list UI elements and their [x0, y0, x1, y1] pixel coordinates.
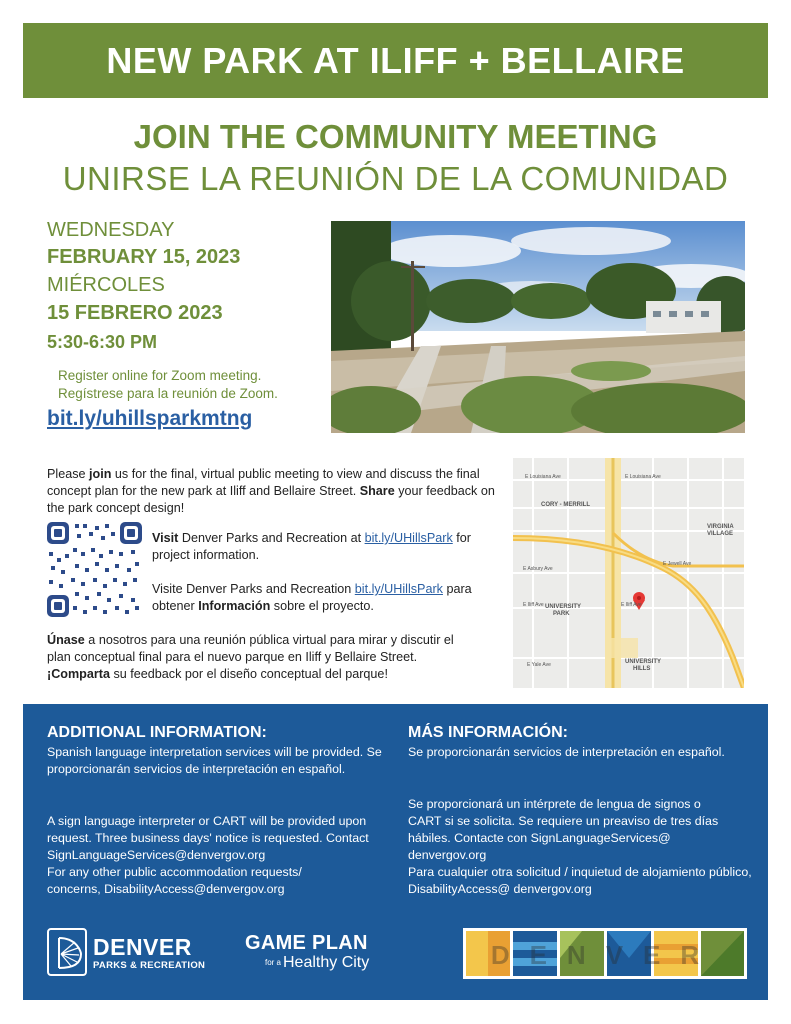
day-en: WEDNESDAY	[47, 219, 175, 241]
additional-info-section	[23, 704, 768, 1000]
info-en-p1: Spanish language interpretation services will be provided. Se proporcionarán servicios de interpretación en español.	[47, 745, 382, 776]
game-plan-logo	[245, 932, 395, 978]
banner-title: NEW PARK AT ILIFF + BELLAIRE	[106, 39, 685, 81]
svg-text:DENVER: DENVER	[490, 940, 720, 970]
info-es-p3: Para cualquier otra solicitud / inquietud de alojamiento público, DisabilityAccess@ denvergov.org	[408, 865, 752, 896]
map-label-virginia-village: VIRGINIA	[707, 524, 734, 530]
date-es: 15 FEBRERO 2023	[47, 302, 223, 324]
date-en: FEBRUARY 15, 2023	[47, 246, 241, 268]
title-banner	[23, 23, 768, 98]
svg-text:VILLAGE: VILLAGE	[707, 531, 734, 537]
game-plan-for: for a	[265, 958, 282, 967]
visit-en: Visit Denver Parks and Recreation at bit.ly/UHillsPark for project information.	[152, 531, 471, 562]
healthy-city-text: Healthy City	[283, 954, 370, 971]
info-en-p3: For any other public accommodation requests/ concerns, DisabilityAccess@denvergov.org	[47, 865, 302, 896]
register-en: Register online for Zoom meeting.	[58, 368, 262, 383]
svg-text:PARK: PARK	[553, 611, 570, 617]
qr-code[interactable]	[47, 522, 142, 617]
svg-text:E Iliff Ave: E Iliff Ave	[621, 602, 642, 608]
svg-text:E Asbury Ave: E Asbury Ave	[523, 566, 553, 572]
denver-parks-icon	[47, 928, 87, 976]
denver-art-logo	[463, 928, 747, 979]
game-plan-text: GAME PLAN	[245, 932, 368, 954]
svg-text:E Yale Ave: E Yale Ave	[527, 662, 551, 668]
visit-es: Visite Denver Parks and Recreation bit.ly/UHillsPark para obtener Información sobre el proyecto.	[152, 582, 472, 613]
denver-parks-logo	[47, 928, 227, 978]
info-es-p1: Se proporcionarán servicios de interpretación en español.	[408, 745, 725, 759]
svg-text:E Louisiana Ave: E Louisiana Ave	[625, 474, 661, 480]
meeting-time: 5:30-6:30 PM	[47, 332, 158, 352]
park-site-photo	[331, 221, 745, 433]
parks-rec-text: PARKS & RECREATION	[93, 960, 206, 971]
info-es-p2: Se proporcionará un intérprete de lengua de signos o CART si se solicita. Se requiere un preaviso de tres días hábiles. Contacte con SignLanguageServices@ denvergov.org	[408, 797, 719, 862]
info-en-p2: A sign language interpreter or CART will be provided upon request. Three business days' notice is requested. Contact SignLanguageServices@denvergov.org	[47, 814, 369, 862]
map-label-university-hills: UNIVERSITY	[625, 659, 662, 665]
intro-en: Please join us for the final, virtual public meeting to view and discuss the final concept plan for the new park at Iliff and Bellaire Street. Share your feedback on the park concept design!	[47, 467, 495, 515]
info-title-es: MÁS INFORMACIÓN:	[408, 724, 568, 741]
map-label-university-park: UNIVERSITY	[545, 604, 582, 610]
svg-text:E Louisiana Ave: E Louisiana Ave	[525, 474, 561, 480]
intro-es: Únase a nosotros para una reunión pública virtual para mirar y discutir el plan conceptual final para el nuevo parque en Iliff y Bellaire Street. ¡Comparta su feedback por el diseño conceptual del parque!	[47, 633, 454, 681]
denver-logo-text: DENVER	[93, 934, 192, 960]
day-es: MIÉRCOLES	[47, 274, 165, 296]
svg-text:HILLS: HILLS	[633, 666, 651, 672]
svg-text:E Iliff Ave: E Iliff Ave	[523, 602, 544, 608]
register-es: Regístrese para la reunión de Zoom.	[58, 386, 278, 401]
info-title-en: ADDITIONAL INFORMATION:	[47, 724, 267, 741]
zoom-link[interactable]: bit.ly/uhillsparkmtng	[47, 407, 253, 430]
location-map[interactable]	[513, 458, 744, 688]
map-label-cory-merrill: CORY - MERRILL	[541, 502, 590, 508]
heading-join: JOIN THE COMMUNITY MEETING	[133, 118, 658, 155]
project-link-es[interactable]: bit.ly/UHillsPark	[354, 582, 443, 596]
project-link-en[interactable]: bit.ly/UHillsPark	[364, 531, 453, 545]
svg-text:E Jewell Ave: E Jewell Ave	[663, 561, 692, 567]
heading-unirse: UNIRSE LA REUNIÓN DE LA COMUNIDAD	[62, 160, 729, 197]
